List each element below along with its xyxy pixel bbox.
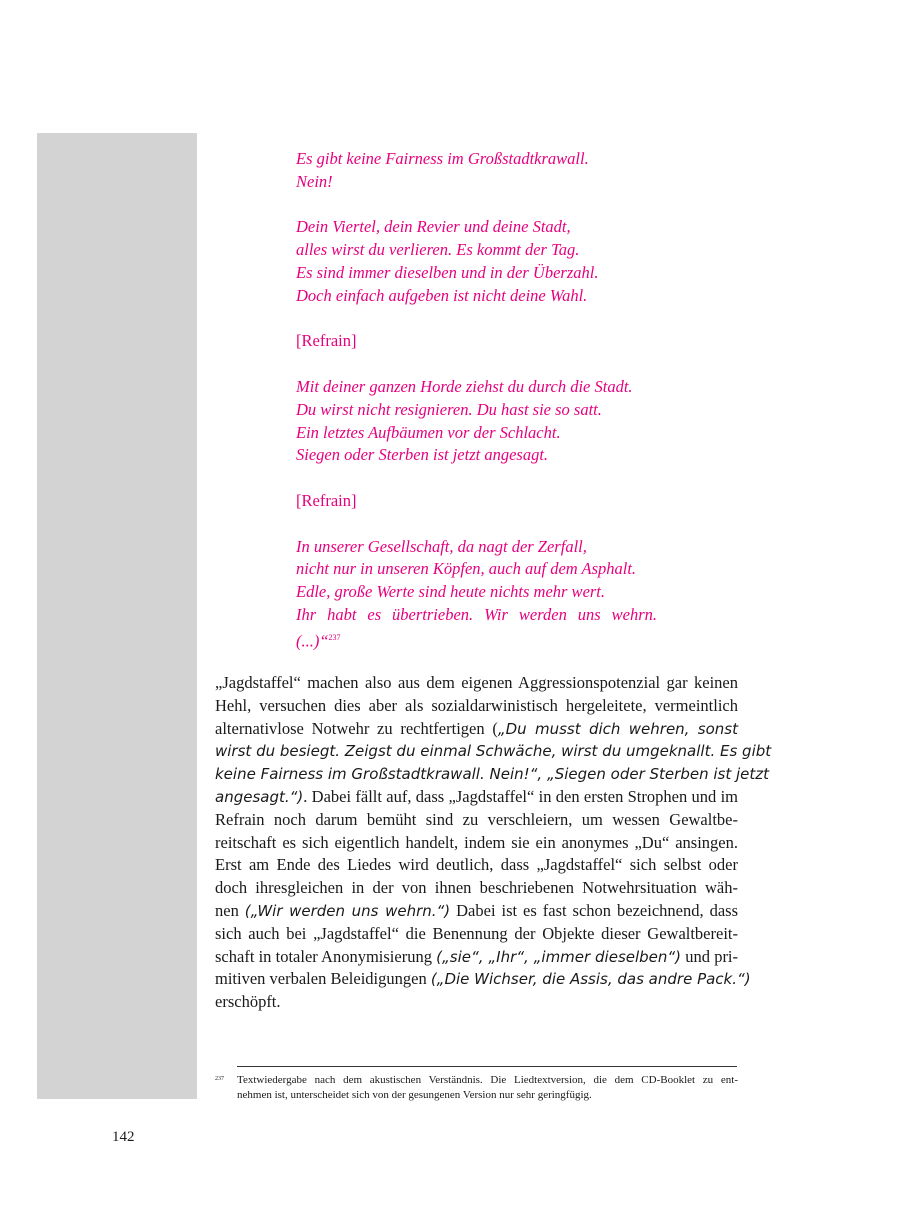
- lyrics-line: nicht nur in unseren Köpfen, auch auf dem Asphalt.: [296, 559, 637, 579]
- footnote-divider: [237, 1066, 737, 1067]
- quoted-lyrics: keine Fairness im Großstadtkrawall. Nein!“, „Siegen oder Sterben ist jetzt: [215, 765, 770, 784]
- lyrics-refrain-marker: [296, 330, 676, 353]
- lyrics-line: alles wirst du verlieren. Es kommt der Tag.: [296, 240, 580, 260]
- lyrics-line: Doch einfach aufgeben ist nicht deine Wahl.: [296, 285, 588, 305]
- footnote-reference: 237: [328, 632, 341, 642]
- quoted-lyrics: („Die Wichser, die Assis, das andre Pack.“): [430, 970, 751, 989]
- body-text-span: schaft in totaler Anonymisierung: [215, 946, 437, 966]
- body-line: doch ihresgleichen in der von ihnen beschriebenen Notwehrsituation wäh-: [215, 878, 738, 898]
- body-text-span: Dabei ist es fast schon bezeichnend, dass: [450, 900, 738, 920]
- lyrics-line: Es sind immer dieselben und in der Überzahl.: [296, 262, 599, 282]
- body-line: [215, 900, 738, 923]
- lyrics-line: Ihr habt es übertrieben. Wir werden uns wehrn.: [296, 604, 657, 624]
- lyrics-refrain-marker: [296, 490, 676, 513]
- margin-gray-bar: [37, 133, 197, 1099]
- body-line: [215, 946, 738, 969]
- body-paragraph: [215, 672, 772, 1014]
- body-text-span: mitiven verbalen Beleidigungen: [215, 969, 431, 989]
- refrain-label: [Refrain]: [296, 331, 357, 351]
- lyrics-line: Es gibt keine Fairness im Großstadtkrawall.: [296, 149, 589, 168]
- body-text-span: nen: [215, 900, 245, 920]
- page-number: 142: [112, 1129, 135, 1145]
- footnote-line: Textwiedergabe nach dem akustischen Verständnis. Die Liedtextversion, die dem CD-Booklet zu ent-: [237, 1074, 738, 1086]
- footnote-text: [237, 1073, 738, 1102]
- lyrics-line: Mit deiner ganzen Horde ziehst du durch die Stadt.: [296, 376, 633, 396]
- quoted-lyrics: „Du musst dich wehren, sonst: [497, 719, 738, 738]
- body-line: [215, 718, 738, 741]
- lyrics-stanza: [296, 216, 676, 307]
- body-line: [215, 786, 738, 809]
- body-text-span: . Dabei fällt auf, dass „Jagdstaffel“ in den ersten Strophen und im: [303, 786, 738, 806]
- body-line: „Jagdstaffel“ machen also aus dem eigenen Aggressionspotenzial gar keinen: [215, 673, 738, 692]
- quoted-lyrics: angesagt.“): [215, 787, 304, 806]
- body-line: erschöpft.: [215, 992, 281, 1012]
- lyrics-line: In unserer Gesellschaft, da nagt der Zerfall,: [296, 536, 587, 556]
- quoted-lyrics: („sie“, „Ihr“, „immer dieselben“): [436, 947, 682, 966]
- lyrics-stanza: [296, 148, 676, 194]
- lyrics-line: Siegen oder Sterben ist jetzt angesagt.: [296, 445, 549, 465]
- body-text-span: alternativlose Notwehr zu rechtfertigen (: [215, 718, 498, 738]
- lyrics-stanza: [296, 376, 676, 467]
- lyrics-stanza: [296, 536, 676, 653]
- body-line: Hehl, versuchen dies aber als sozialdarwinistisch hergeleitete, vermeintlich: [215, 695, 738, 715]
- lyrics-closing-line: [296, 627, 676, 653]
- refrain-label: [Refrain]: [296, 490, 357, 510]
- body-text-span: und pri-: [681, 946, 739, 966]
- footnote: [215, 1073, 738, 1102]
- footnote-line: nehmen ist, unterscheidet sich von der gesungenen Version nur sehr geringfügig.: [237, 1088, 592, 1101]
- body-line: [215, 740, 772, 763]
- quoted-lyrics: wirst du besiegt. Zeigst du einmal Schwäche, wirst du umgeknallt. Es gibt: [215, 742, 772, 761]
- body-line: Erst am Ende des Liedes wird deutlich, dass „Jagdstaffel“ sich selbst oder: [215, 855, 738, 875]
- lyrics-line: Nein!: [296, 171, 333, 191]
- body-line: sich auch bei „Jagdstaffel“ die Benennung der Objekte dieser Gewaltbereit-: [215, 923, 738, 943]
- quoted-lyrics: („Wir werden uns wehrn.“): [244, 901, 451, 920]
- body-line: [215, 968, 751, 991]
- body-line: [215, 763, 770, 786]
- body-line: Refrain noch darum bemüht sind zu verschleiern, um wessen Gewaltbe-: [215, 809, 738, 829]
- lyrics-line: Ein letztes Aufbäumen vor der Schlacht.: [296, 422, 561, 442]
- lyrics-line: Dein Viertel, dein Revier und deine Stadt,: [296, 217, 571, 237]
- lyrics-closing: (...)“: [296, 631, 329, 651]
- lyrics-line: Edle, große Werte sind heute nichts mehr wert.: [296, 582, 606, 602]
- lyrics-line: Du wirst nicht resignieren. Du hast sie so satt.: [296, 399, 602, 419]
- body-line: reitschaft es sich eigentlich handelt, indem sie ein anonymes „Du“ ansingen.: [215, 832, 738, 852]
- footnote-number: 237: [215, 1076, 224, 1082]
- song-lyrics-quote: [296, 148, 676, 676]
